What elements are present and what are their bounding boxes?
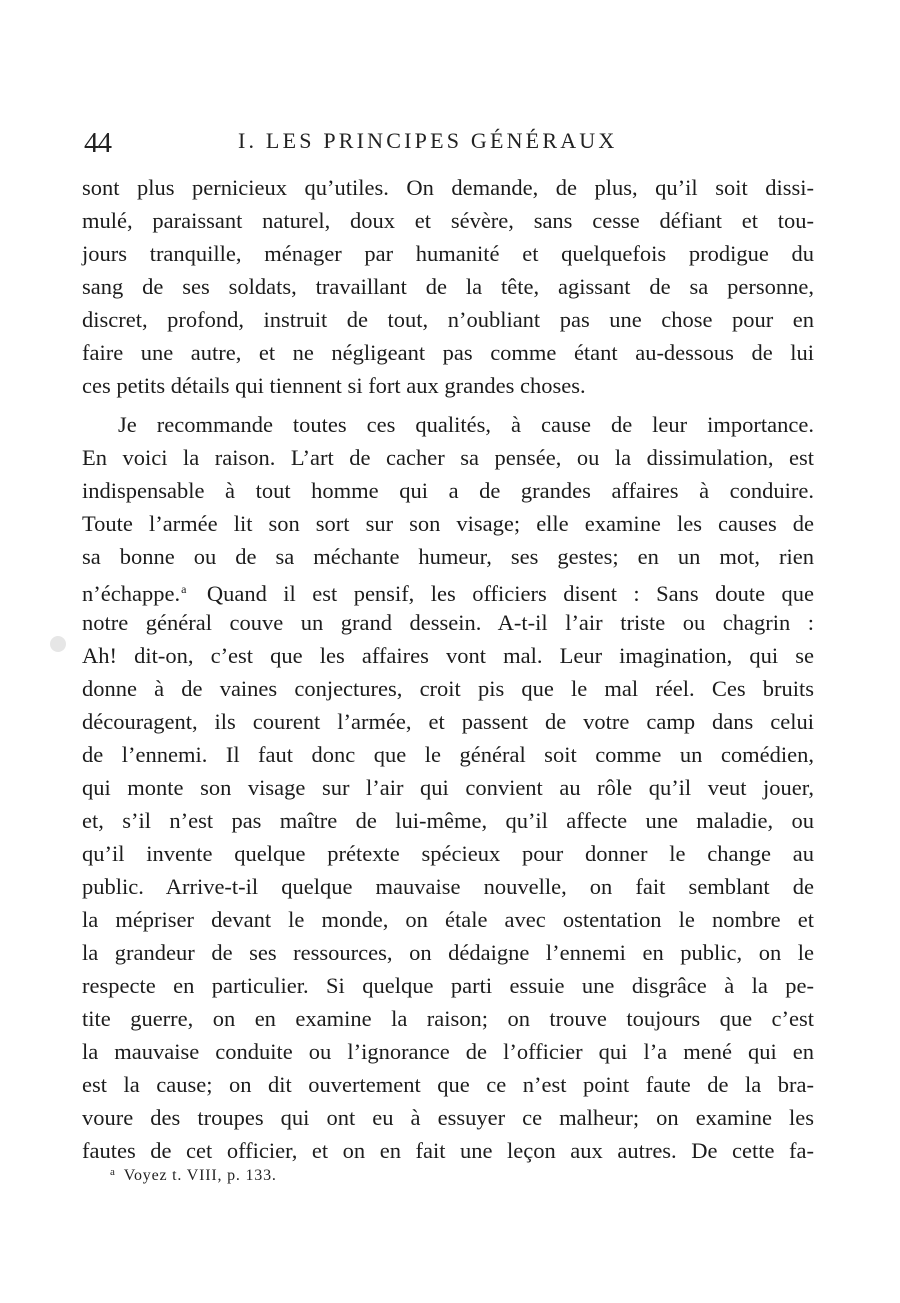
text-line: fautes de cet officier, et on en fait une leçon aux autres. De cette fa- <box>82 1138 814 1163</box>
text-line: indispensable à tout homme qui a de grandes affaires à conduire. <box>82 478 814 503</box>
footnote-mark: a <box>110 1166 116 1178</box>
body-text <box>82 171 814 1167</box>
text-line: respecte en particulier. Si quelque parti essuie une disgrâce à la pe- <box>82 973 814 998</box>
text-line: Je recommande toutes ces qualités, à cause de leur importance. <box>118 412 814 437</box>
text-line: Ah! dit-on, c’est que les affaires vont mal. Leur imagination, qui se <box>82 643 814 668</box>
text-line: la mépriser devant le monde, on étale avec ostentation le nombre et <box>82 907 814 932</box>
text-line: sont plus pernicieux qu’utiles. On demande, de plus, qu’il soit dissi- <box>82 175 814 200</box>
text-segment: n’échappe. <box>82 581 181 606</box>
text-line: tite guerre, on en examine la raison; on trouve toujours que c’est <box>82 1006 814 1031</box>
footnote-reference[interactable]: a <box>181 582 187 596</box>
text-line: qu’il invente quelque prétexte spécieux pour donner le change au <box>82 841 814 866</box>
text-line: donne à de vaines conjectures, croit pis que le mal réel. Ces bruits <box>82 676 814 701</box>
paper-speck <box>50 636 66 652</box>
text-line: mulé, paraissant naturel, doux et sévère, sans cesse défiant et tou- <box>82 208 814 233</box>
text-line: la mauvaise conduite ou l’ignorance de l’officier qui l’a mené qui en <box>82 1039 814 1064</box>
running-head: I. LES PRINCIPES GÉNÉRAUX <box>238 128 618 153</box>
footnote <box>110 1160 277 1188</box>
paragraph-1 <box>82 171 814 402</box>
paragraph-2 <box>82 408 814 1167</box>
text-line: découragent, ils courent l’armée, et passent de votre camp dans celui <box>82 709 814 734</box>
text-line: sa bonne ou de sa méchante humeur, ses gestes; en un mot, rien <box>82 544 814 569</box>
text-line: notre général couve un grand dessein. A-t-il l’air triste ou chagrin : <box>82 610 814 635</box>
text-line: la grandeur de ses ressources, on dédaigne l’ennemi en public, on le <box>82 940 814 965</box>
text-line: et, s’il n’est pas maître de lui-même, qu’il affecte une maladie, ou <box>82 808 814 833</box>
page-number: 44 <box>84 127 111 159</box>
text-line: jours tranquille, ménager par humanité et quelquefois prodigue du <box>82 241 814 266</box>
text-line: qui monte son visage sur l’air qui convient au rôle qu’il veut jouer, <box>82 775 814 800</box>
text-line: discret, profond, instruit de tout, n’oubliant pas une chose pour en <box>82 307 814 332</box>
text-line: ces petits détails qui tiennent si fort aux grandes choses. <box>82 373 586 398</box>
footnote-text: Voyez t. VIII, p. 133. <box>123 1167 277 1184</box>
text-line: En voici la raison. L’art de cacher sa pensée, ou la dissimulation, est <box>82 445 814 470</box>
text-segment: Quand il est pensif, les officiers disent : Sans doute que <box>206 581 814 606</box>
text-line-with-noteref <box>82 573 814 606</box>
text-line: est la cause; on dit ouvertement que ce n’est point faute de la bra- <box>82 1072 814 1097</box>
text-line: Toute l’armée lit son sort sur son visage; elle examine les causes de <box>82 511 814 536</box>
text-line: public. Arrive-t-il quelque mauvaise nouvelle, on fait semblant de <box>82 874 814 899</box>
text-line: sang de ses soldats, travaillant de la tête, agissant de sa personne, <box>82 274 814 299</box>
text-line: voure des troupes qui ont eu à essuyer ce malheur; on examine les <box>82 1105 814 1130</box>
text-line: faire une autre, et ne négligeant pas comme étant au-dessous de lui <box>82 340 814 365</box>
text-line: de l’ennemi. Il faut donc que le général soit comme un comédien, <box>82 742 814 767</box>
